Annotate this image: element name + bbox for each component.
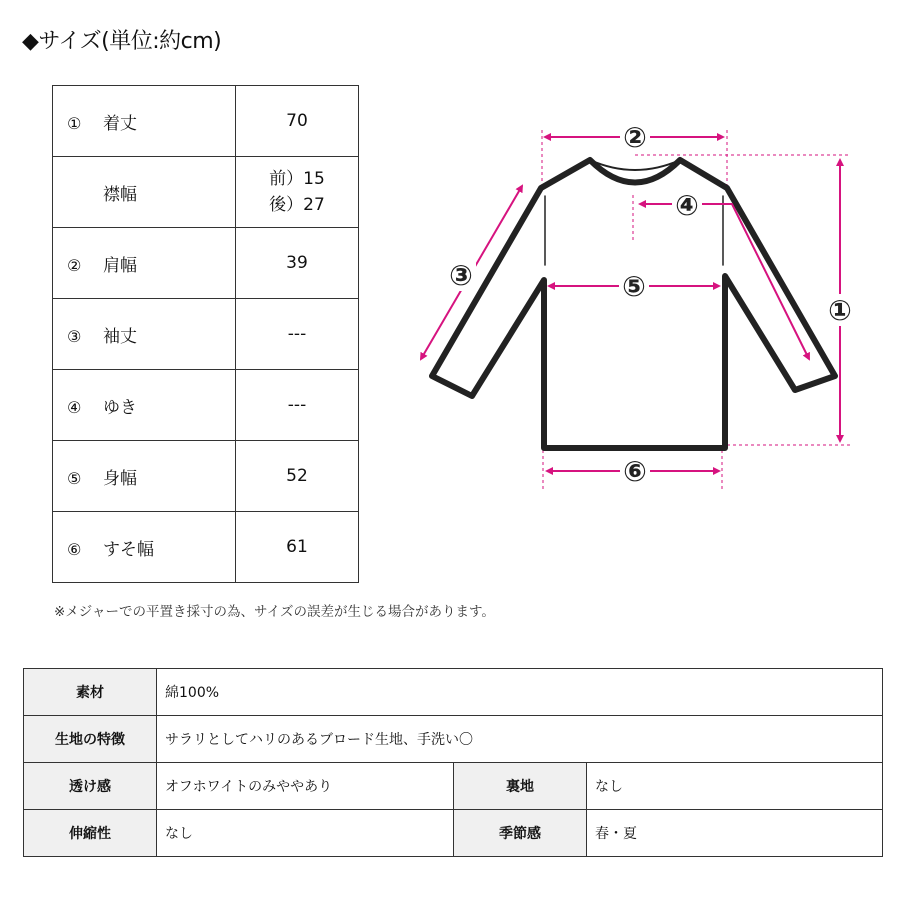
table-row (24, 669, 883, 716)
row-value: --- (236, 299, 359, 370)
marker-3: ③ (449, 259, 473, 292)
table-row (53, 86, 359, 157)
row-number: ⑥ (67, 539, 82, 559)
row-value: 61 (236, 512, 359, 583)
stretch-label: 伸縮性 (24, 810, 157, 857)
page-title: ◆サイズ(単位:約cm) (22, 29, 222, 54)
guide-lines (542, 130, 850, 490)
stretch-value: なし (157, 810, 454, 857)
row-value: --- (236, 370, 359, 441)
sheer-value: オフホワイトのみややあり (157, 763, 454, 810)
row-value: 52 (236, 441, 359, 512)
measurement-arrows (421, 137, 840, 471)
row-number: ② (67, 255, 82, 275)
marker-6: ⑥ (623, 455, 647, 488)
marker-4: ④ (675, 189, 699, 222)
sheer-label: 透け感 (24, 763, 157, 810)
row-label: 袖丈 (103, 326, 137, 347)
measurement-note: ※メジャーでの平置き採寸の為、サイズの誤差が生じる場合があります。 (54, 604, 495, 620)
collar-back-value: 後）27 (269, 195, 325, 215)
marker-1: ① (828, 294, 852, 327)
row-label: 着丈 (103, 113, 137, 134)
row-value: 70 (236, 86, 359, 157)
feature-label: 生地の特徴 (24, 716, 157, 763)
table-row (53, 157, 359, 228)
material-value: 綿100% (157, 669, 883, 716)
garment-diagram (412, 120, 857, 500)
collar-front-value: 前）15 (269, 169, 325, 189)
row-value: 39 (236, 228, 359, 299)
row-number: ③ (67, 326, 82, 346)
row-label: 肩幅 (103, 255, 137, 276)
row-number: ⑤ (67, 468, 82, 488)
marker-5: ⑤ (622, 270, 646, 303)
marker-2: ② (623, 121, 647, 154)
table-row (53, 370, 359, 441)
lining-label: 裏地 (454, 763, 587, 810)
row-number: ① (67, 113, 82, 133)
row-label: 襟幅 (103, 184, 137, 205)
row-label: 身幅 (103, 468, 137, 489)
row-label: すそ幅 (103, 539, 154, 560)
feature-value: サラリとしてハリのあるブロード生地、手洗い〇 (157, 716, 883, 763)
table-row (53, 228, 359, 299)
table-row (24, 810, 883, 857)
table-row (24, 716, 883, 763)
table-row (53, 512, 359, 583)
season-label: 季節感 (454, 810, 587, 857)
material-label: 素材 (24, 669, 157, 716)
season-value: 春・夏 (587, 810, 883, 857)
size-table (52, 85, 359, 583)
lining-value: なし (587, 763, 883, 810)
table-row (24, 763, 883, 810)
row-number: ④ (67, 397, 82, 417)
row-label: ゆき (103, 397, 137, 418)
material-info-table (23, 668, 883, 857)
table-row (53, 299, 359, 370)
table-row (53, 441, 359, 512)
